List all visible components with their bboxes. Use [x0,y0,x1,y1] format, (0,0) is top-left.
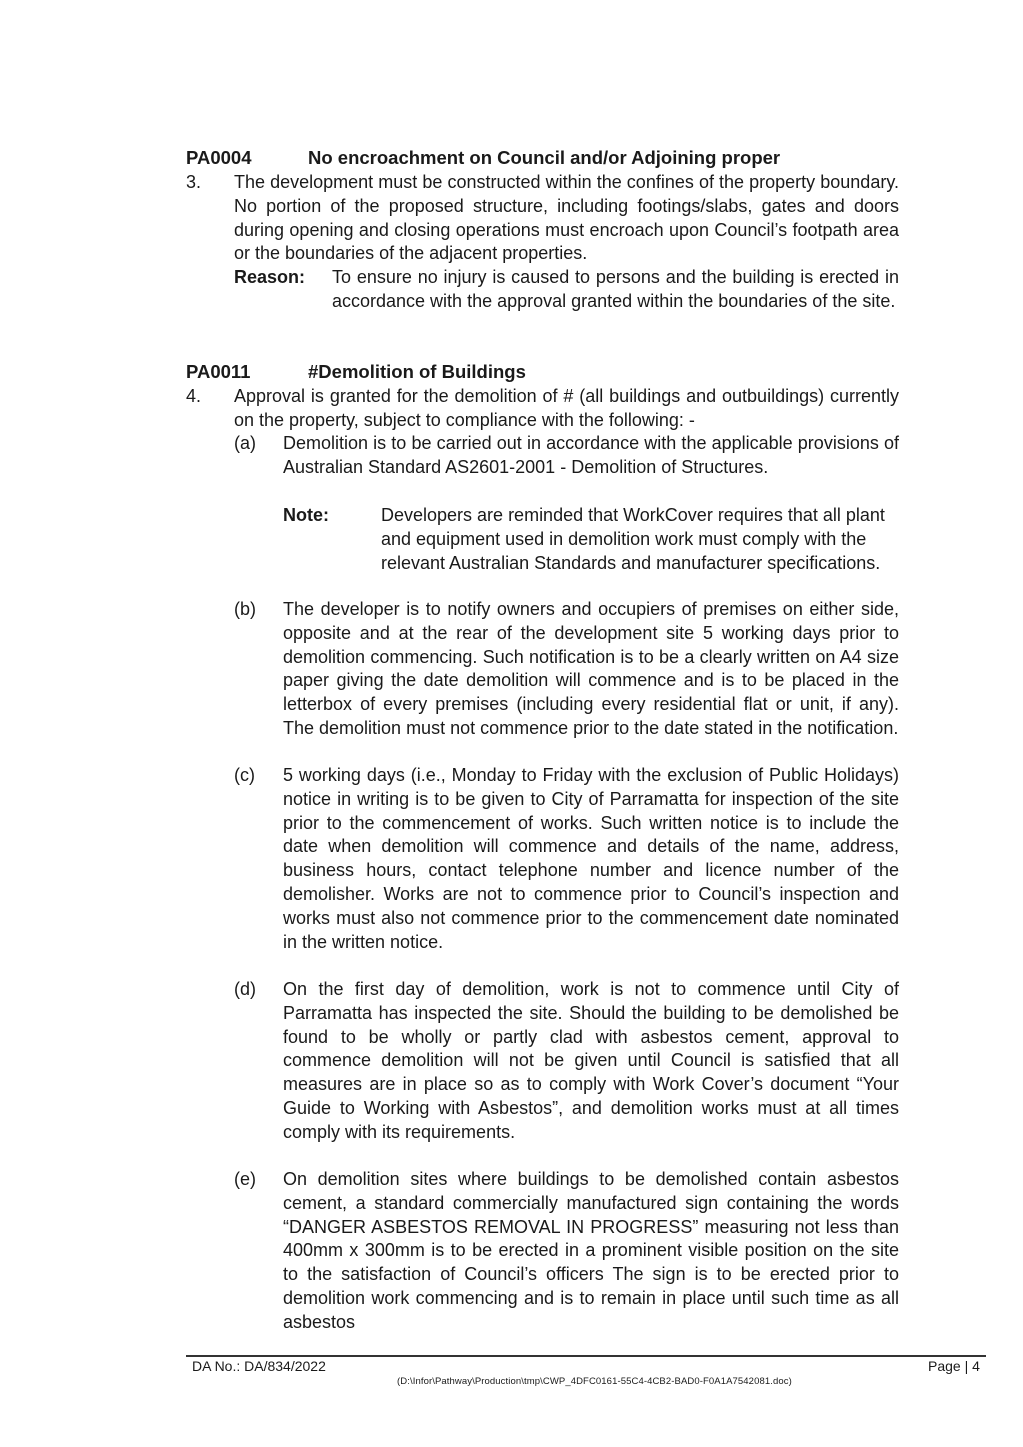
section-title: #Demolition of Buildings [308,361,526,382]
item-text-b: The developer is to notify owners and occupiers of premises on either side, opposite and at the rear of the development site 5 working days prior to demolition commencing. Such notification is to be a clearly written on A4 size paper giving the date demolition will commence and is to be placed in the letterbox of every premises (including every residential flat or unit, if any). The demolition must not commence prior to the date stated in the notification. [283,599,899,738]
section-code: PA0011 [186,361,251,382]
item-text-a: Demolition is to be carried out in accordance with the applicable provisions of Australian Standard AS2601-2001 - Demolition of Structures. [283,433,899,477]
reason-text: To ensure no injury is caused to persons and the building is erected in accordance with the approval granted within the boundaries of the site. [332,267,899,311]
condition-text: Approval is granted for the demolition of # (all buildings and outbuildings) currently on the property, subject to compliance with the following: - [234,386,899,430]
condition-text: The development must be constructed within the confines of the property boundary. No portion of the proposed structure, including footings/slabs, gates and doors during opening and closing operations must encroach upon Council’s footpath area or the boundaries of the adjacent properties. [234,172,899,264]
footer-file-path: (D:\Infor\Pathway\Production\tmp\CWP_4DFC0161-55C4-4CB2-BAD0-F0A1A7542081.doc) [397,1376,792,1387]
section-heading-pa0004 [186,146,780,170]
item-label-c: (c) [234,765,255,785]
item-text-e: On demolition sites where buildings to be demolished contain asbestos cement, a standard commercially manufactured sign containing the words “DANGER ASBESTOS REMOVAL IN PROGRESS” measuring not less than 400mm x 300mm is to be erected in a prominent visible position on the site to the satisfaction of Council’s officers The sign is to be erected prior to demolition work commencing and is to remain in place until such time as all asbestos [283,1169,899,1332]
reason-label: Reason: [234,267,306,287]
section-heading-pa0011 [186,360,526,384]
item-label-b: (b) [234,599,256,619]
item-text-d: On the first day of demolition, work is not to commence until City of Parramatta has inspected the site. Should the building to be demolished be found to be wholly or partly clad with asbestos cement, approval to commence demolition will not be given until Council is satisfied that all measures are in place so as to comply with Work Cover’s document “Your Guide to Working with Asbestos”, and demolition works must at all times comply with its requirements. [283,979,899,1142]
section-code: PA0004 [186,147,252,168]
section-title: No encroachment on Council and/or Adjoining proper [308,147,781,168]
item-label-a: (a) [234,433,256,453]
item-label-d: (d) [234,979,256,999]
footer-da-number: DA No.: DA/834/2022 [192,1358,326,1374]
item-text-c: 5 working days (i.e., Monday to Friday with the exclusion of Public Holidays) notice in writing is to be given to City of Parramatta for inspection of the site prior to the commencement of works. Such written notice is to include the date when demolition will commence and details of the name, address, business hours, contact telephone number and licence number of the demolisher. Works are not to commence prior to Council’s inspection and works must also not commence prior to the commencement date nominated in the written notice. [283,765,899,952]
footer-page-number: Page | 4 [928,1358,980,1374]
condition-number: 4. [186,386,202,406]
condition-number: 3. [186,172,202,192]
item-label-e: (e) [234,1169,256,1189]
note-text: Developers are reminded that WorkCover requires that all plant and equipment used in demolition work must comply with the relevant Australian Standards and manufacturer specifications. [381,505,885,573]
note-label: Note: [283,505,329,525]
